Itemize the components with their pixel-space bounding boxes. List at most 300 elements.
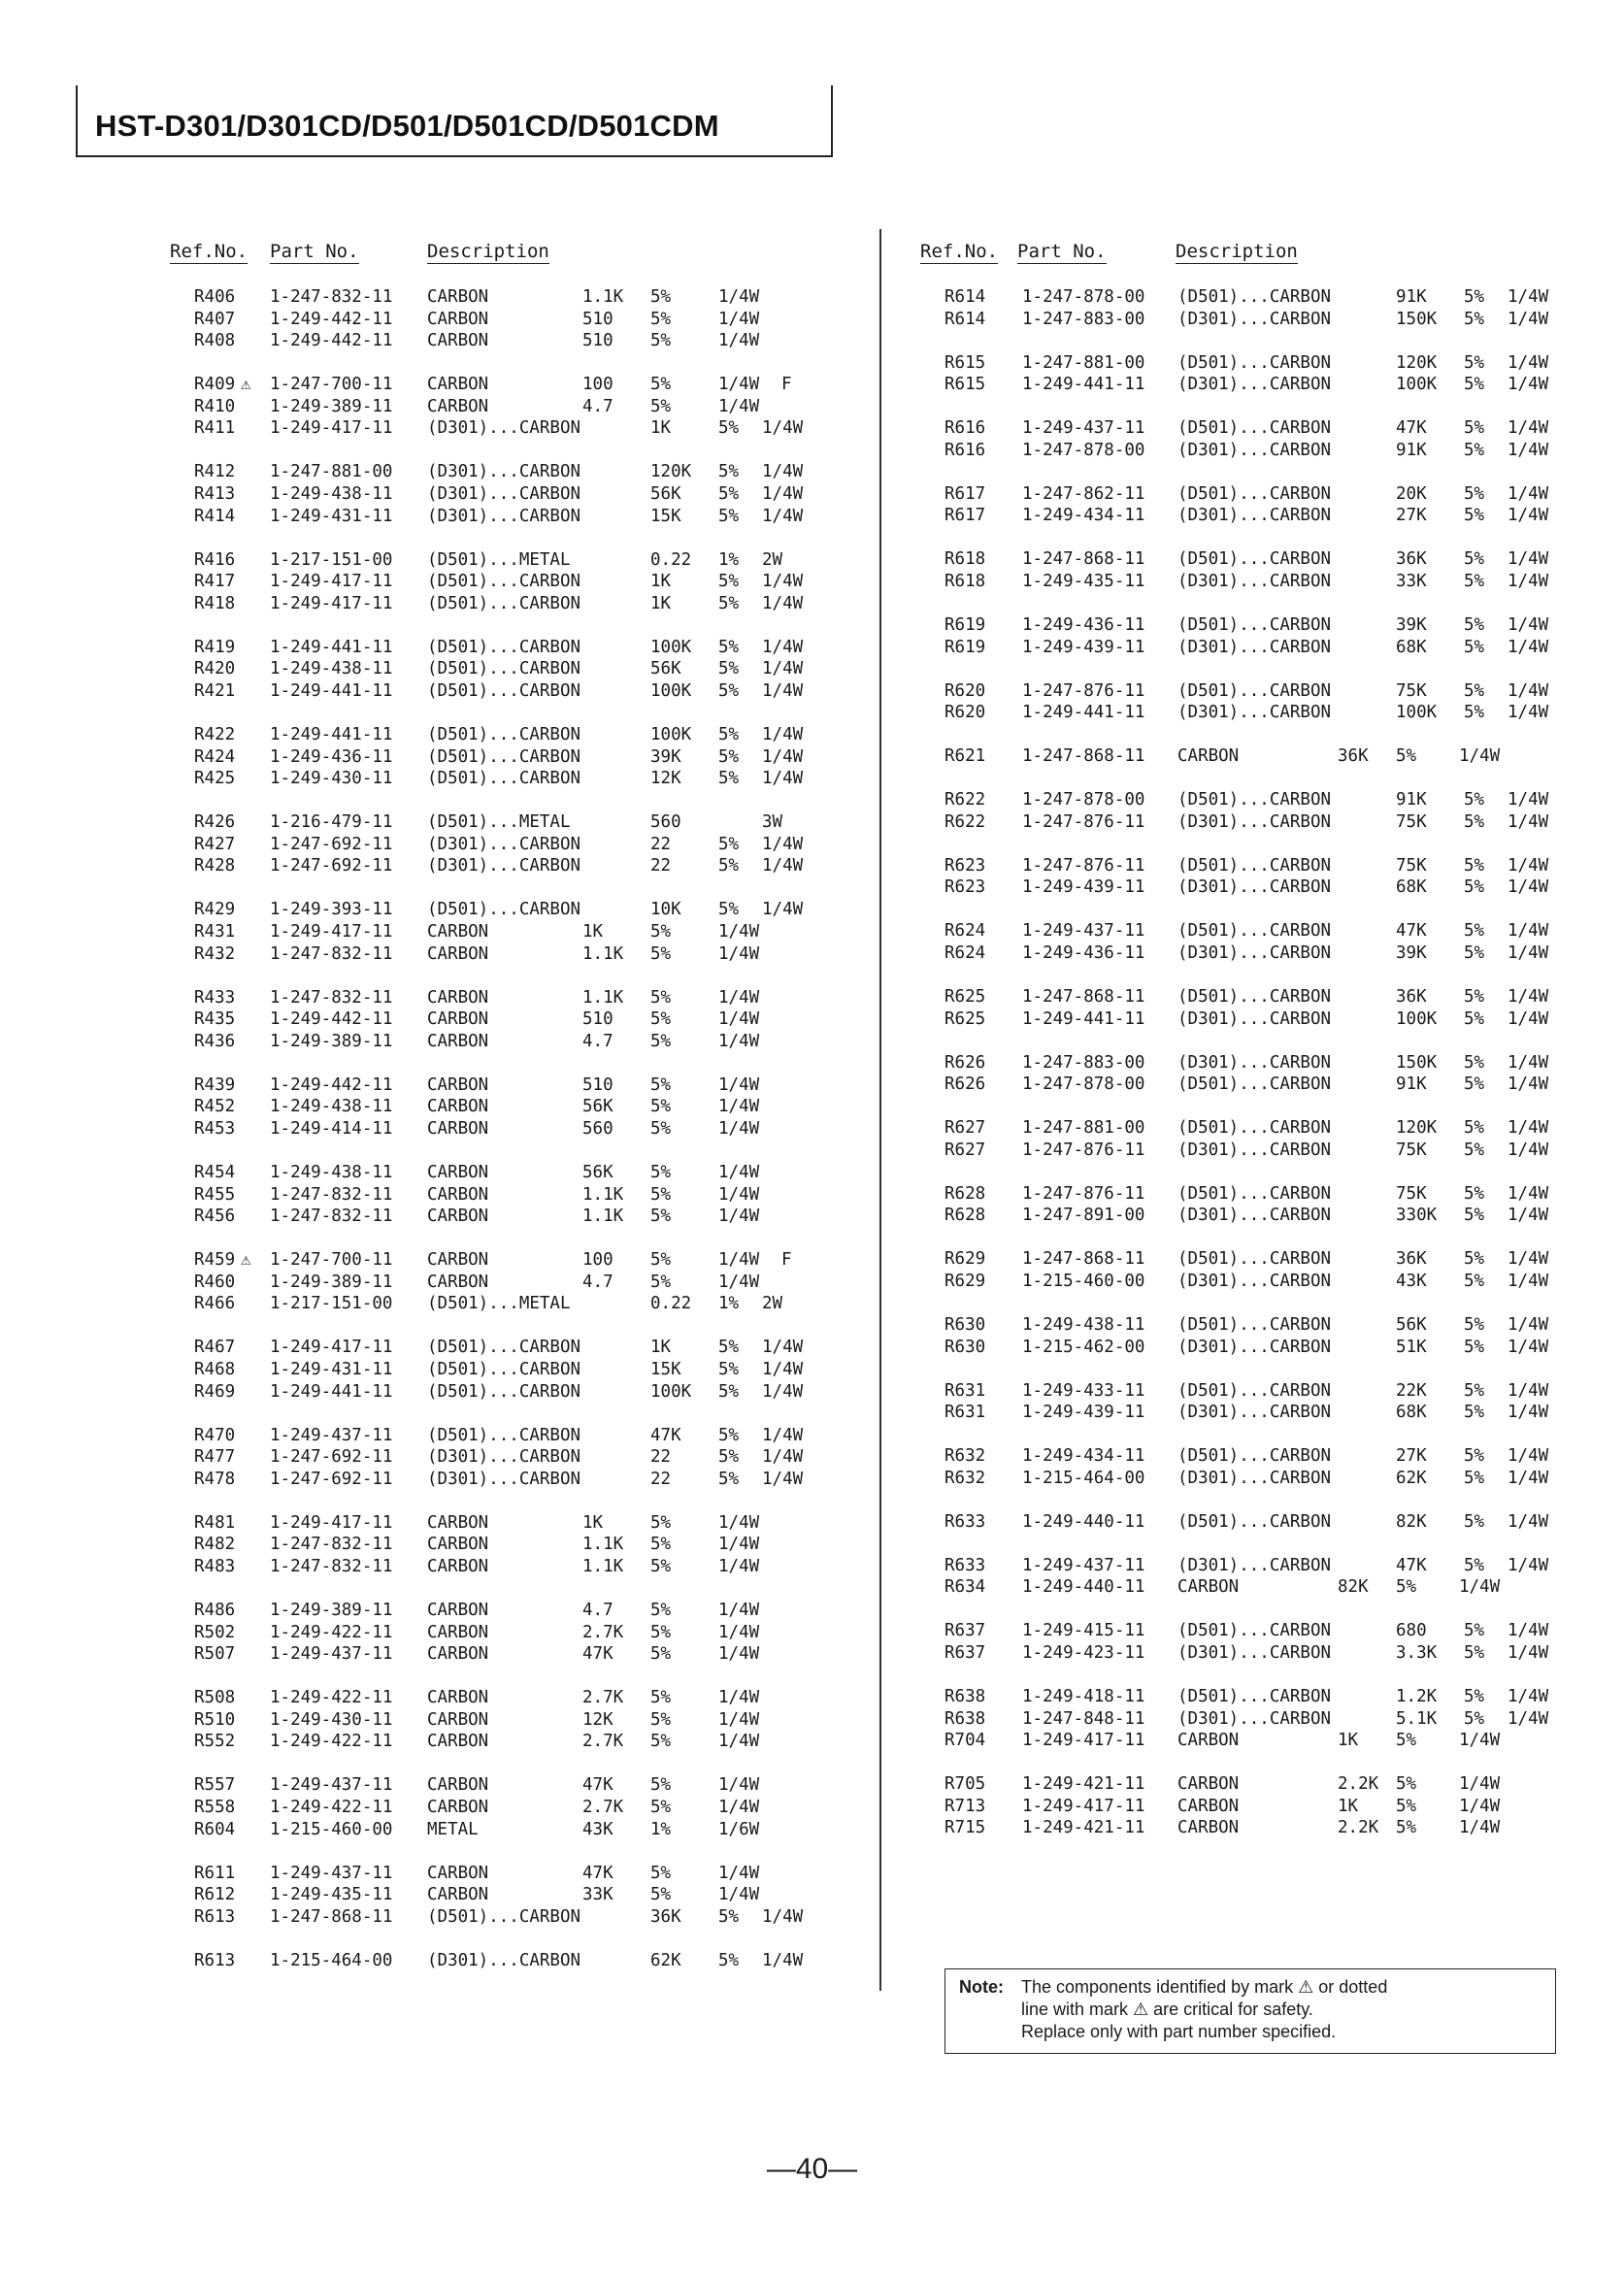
description-cell: (D301)...CARBON: [1177, 1337, 1332, 1357]
wattage-cell: 1/4W: [1508, 1337, 1549, 1357]
wattage-cell: 1/4W: [718, 1798, 760, 1817]
description-cell: CARBON: [427, 1184, 489, 1205]
wattage-cell: 1/4W: [762, 1950, 804, 1970]
description-cell: CARBON: [427, 1885, 489, 1905]
description-cell: (D501)...CARBON: [427, 659, 581, 679]
tolerance-cell: 5%: [718, 1360, 740, 1379]
part-no-cell: 1-249-441-11: [270, 681, 393, 701]
wattage-cell: 1/4W: [762, 1425, 804, 1445]
description-cell: CARBON: [427, 1272, 489, 1292]
tolerance-cell: 5%: [650, 1207, 672, 1227]
tolerance-cell: 5%: [650, 1622, 672, 1642]
ref-no-cell: R629: [945, 1249, 986, 1270]
part-no-cell: 1-249-441-11: [270, 637, 393, 657]
ref-no-cell: R624: [945, 921, 986, 942]
ref-no-cell: R612: [194, 1885, 236, 1905]
description-cell: (D501)...CARBON: [427, 1906, 581, 1927]
part-no-cell: 1-249-431-11: [270, 506, 393, 526]
wattage-cell: 1/4W: [1508, 309, 1549, 329]
ref-no-cell: R483: [194, 1557, 236, 1576]
tolerance-cell: 5%: [1396, 1577, 1417, 1598]
ref-no-cell: R552: [194, 1732, 236, 1752]
description-cell: (D301)...CARBON: [1177, 877, 1332, 898]
description-cell: (D301)...CARBON: [1177, 309, 1332, 329]
value-cell: 62K: [650, 1950, 681, 1970]
value-cell: 91K: [1396, 440, 1427, 460]
wattage-cell: 1/4W: [1508, 1052, 1549, 1073]
part-no-cell: 1-247-692-11: [270, 1469, 393, 1489]
ref-no-cell: R638: [945, 1687, 986, 1706]
ref-no-cell: R705: [945, 1774, 986, 1795]
description-cell: (D501)...CARBON: [1177, 987, 1332, 1007]
value-cell: 39K: [1396, 615, 1427, 635]
value-cell: 0.22: [650, 1294, 692, 1314]
header-ref-no: Ref.No.: [170, 241, 249, 262]
ref-no-cell: R407: [194, 309, 236, 329]
value-cell: 47K: [582, 1644, 613, 1665]
tolerance-cell: 5%: [1464, 483, 1485, 504]
value-cell: 100K: [650, 681, 692, 701]
description-cell: CARBON: [427, 1557, 489, 1576]
wattage-cell: 1/4W: [1508, 1708, 1549, 1729]
wattage-cell: 1/4W: [1508, 506, 1549, 526]
wattage-cell: 1/4W: [1508, 483, 1549, 504]
ref-no-cell: R614: [945, 287, 986, 307]
value-cell: 36K: [650, 1906, 681, 1927]
wattage-cell: 2W: [762, 1294, 783, 1314]
value-cell: 36K: [1396, 549, 1427, 570]
wattage-cell: 1/4W: [1508, 855, 1549, 876]
part-no-cell: 1-249-417-11: [1022, 1796, 1145, 1816]
ref-no-cell: R455: [194, 1184, 236, 1205]
tolerance-cell: 5%: [650, 922, 672, 942]
wattage-cell: 1/4W: [762, 462, 804, 482]
wattage-cell: 1/4W: [1508, 1118, 1549, 1139]
ref-no-cell: R416: [194, 549, 236, 570]
part-no-cell: 1-249-417-11: [1022, 1731, 1145, 1751]
tolerance-cell: 1%: [650, 1819, 672, 1839]
wattage-cell: 1/4W: [762, 769, 804, 789]
value-cell: 510: [582, 1009, 613, 1030]
ref-no-cell: R620: [945, 703, 986, 723]
wattage-cell: 1/4W: [718, 1272, 760, 1292]
tolerance-cell: 5%: [650, 1732, 672, 1752]
ref-no-cell: R617: [945, 506, 986, 526]
ref-no-cell: R632: [945, 1446, 986, 1467]
tolerance-cell: 5%: [650, 1512, 672, 1533]
ref-no-cell: R481: [194, 1512, 236, 1533]
part-no-cell: 1-249-433-11: [1022, 1380, 1145, 1401]
tolerance-cell: 5%: [1464, 1708, 1485, 1729]
value-cell: 68K: [1396, 637, 1427, 657]
wattage-cell: 1/4W: [1508, 1511, 1549, 1532]
wattage-cell: 1/4W: [718, 1512, 760, 1533]
wattage-cell: 1/4W: [718, 1885, 760, 1905]
tolerance-cell: 5%: [718, 900, 740, 920]
description-cell: CARBON: [1177, 1731, 1240, 1751]
tolerance-cell: 5%: [1464, 1118, 1485, 1139]
wattage-cell: 1/4W: [1508, 1643, 1549, 1663]
wattage-cell: 1/4W: [1459, 1577, 1501, 1598]
tolerance-cell: 5%: [1464, 877, 1485, 898]
wattage-cell: 1/4W: [1508, 418, 1549, 439]
part-no-cell: 1-249-430-11: [270, 1709, 393, 1730]
description-cell: CARBON: [1177, 1577, 1240, 1598]
wattage-cell: 1/4W: [718, 1709, 760, 1730]
wattage-cell: 1/4W: [1508, 1446, 1549, 1467]
part-no-cell: 1-249-439-11: [1022, 637, 1145, 657]
value-cell: 47K: [582, 1775, 613, 1796]
value-cell: 75K: [1396, 680, 1427, 701]
tolerance-cell: 5%: [1464, 790, 1485, 810]
ref-no-cell: R439: [194, 1074, 236, 1095]
tolerance-cell: 5%: [718, 834, 740, 854]
tolerance-cell: 5%: [650, 375, 672, 395]
wattage-cell: 1/4W: [718, 1009, 760, 1030]
wattage-cell: 1/4W: [1459, 1774, 1501, 1795]
part-no-cell: 1-249-417-11: [270, 1338, 393, 1358]
tolerance-cell: 5%: [718, 1338, 740, 1358]
value-cell: 22K: [1396, 1380, 1427, 1401]
description-cell: CARBON: [427, 1798, 489, 1817]
description-cell: (D501)...CARBON: [427, 572, 581, 592]
value-cell: 330K: [1396, 1206, 1438, 1226]
part-no-cell: 1-249-438-11: [270, 1097, 393, 1117]
tolerance-cell: 5%: [650, 1250, 672, 1271]
wattage-cell: 1/4W: [718, 922, 760, 942]
part-no-cell: 1-249-423-11: [1022, 1643, 1145, 1663]
value-cell: 120K: [650, 462, 692, 482]
ref-no-cell: R486: [194, 1601, 236, 1620]
value-cell: 2.2K: [1338, 1774, 1379, 1795]
description-cell: CARBON: [427, 1512, 489, 1533]
value-cell: 4.7: [582, 1031, 613, 1051]
tolerance-cell: 5%: [1464, 1074, 1485, 1095]
value-cell: 150K: [1396, 309, 1438, 329]
tolerance-cell: 5%: [1464, 1183, 1485, 1204]
ref-no-cell: R412: [194, 462, 236, 482]
description-cell: (D501)...CARBON: [427, 637, 581, 657]
part-no-cell: 1-249-437-11: [1022, 921, 1145, 942]
tolerance-cell: 5%: [718, 1447, 740, 1468]
tolerance-cell: 5%: [1464, 987, 1485, 1007]
part-no-cell: 1-247-876-11: [1022, 811, 1145, 832]
tolerance-cell: 5%: [1464, 921, 1485, 942]
part-no-cell: 1-249-439-11: [1022, 877, 1145, 898]
value-cell: 27K: [1396, 506, 1427, 526]
part-no-cell: 1-249-436-11: [1022, 943, 1145, 963]
value-cell: 47K: [1396, 418, 1427, 439]
part-no-cell: 1-247-832-11: [270, 1535, 393, 1555]
wattage-cell: 1/4W: [718, 1622, 760, 1642]
description-cell: CARBON: [427, 1097, 489, 1117]
description-cell: (D501)...CARBON: [1177, 418, 1332, 439]
tolerance-cell: 5%: [650, 1775, 672, 1796]
value-cell: 51K: [1396, 1337, 1427, 1357]
value-cell: 47K: [1396, 921, 1427, 942]
tolerance-cell: 5%: [1464, 352, 1485, 373]
description-cell: (D301)...CARBON: [1177, 637, 1332, 657]
ref-no-cell: R615: [945, 375, 986, 395]
part-no-cell: 1-249-440-11: [1022, 1511, 1145, 1532]
part-no-cell: 1-247-832-11: [270, 943, 393, 964]
ref-no-cell: R502: [194, 1622, 236, 1642]
value-cell: 1.1K: [582, 1557, 624, 1576]
ref-no-cell: R427: [194, 834, 236, 854]
part-no-cell: 1-249-422-11: [270, 1622, 393, 1642]
ref-no-cell: R421: [194, 681, 236, 701]
wattage-cell: 1/4W: [1459, 1818, 1501, 1838]
wattage-cell: 1/4W: [1508, 440, 1549, 460]
part-no-cell: 1-249-389-11: [270, 1601, 393, 1620]
tolerance-cell: 5%: [1464, 1380, 1485, 1401]
ref-no-cell: R611: [194, 1863, 236, 1883]
description-cell: (D301)...CARBON: [1177, 1272, 1332, 1291]
value-cell: 1.1K: [582, 1535, 624, 1555]
value-cell: 56K: [582, 1163, 613, 1182]
tolerance-cell: 5%: [718, 572, 740, 592]
ref-no-cell: R510: [194, 1709, 236, 1730]
part-no-cell: 1-249-442-11: [270, 1074, 393, 1095]
ref-no-cell: R633: [945, 1555, 986, 1575]
ref-no-cell: R508: [194, 1688, 236, 1708]
part-no-cell: 1-249-441-11: [1022, 375, 1145, 395]
tolerance-cell: 5%: [650, 1644, 672, 1665]
wattage-cell: 1/4W: [1459, 1796, 1501, 1816]
part-no-cell: 1-247-881-00: [1022, 352, 1145, 373]
header-part-no: Part No.: [1017, 241, 1107, 262]
part-no-cell: 1-249-441-11: [1022, 703, 1145, 723]
ref-no-cell: R626: [945, 1074, 986, 1095]
description-cell: CARBON: [427, 309, 489, 329]
wattage-cell: 1/4W: [1508, 549, 1549, 570]
tolerance-cell: 5%: [1464, 680, 1485, 701]
value-cell: 2.7K: [582, 1688, 624, 1708]
tolerance-cell: 5%: [1464, 309, 1485, 329]
wattage-cell: 1/4W: [762, 1338, 804, 1358]
tolerance-cell: 5%: [1464, 287, 1485, 307]
value-cell: 120K: [1396, 1118, 1438, 1139]
wattage-cell: 1/4W: [718, 1535, 760, 1555]
value-cell: 36K: [1396, 1249, 1427, 1270]
wattage-cell: 1/4W: [762, 856, 804, 876]
wattage-cell: 1/4W: [762, 1906, 804, 1927]
part-no-cell: 1-247-881-00: [270, 462, 393, 482]
wattage-cell: 1/4W: [1508, 1380, 1549, 1401]
value-cell: 33K: [1396, 572, 1427, 591]
description-cell: (D501)...CARBON: [1177, 1118, 1332, 1139]
description-cell: (D501)...CARBON: [1177, 1621, 1332, 1641]
wattage-cell: 1/4W: [762, 746, 804, 767]
description-cell: (D301)...CARBON: [1177, 1140, 1332, 1160]
wattage-cell: 1/4W: [1508, 680, 1549, 701]
ref-no-cell: R613: [194, 1950, 236, 1970]
part-no-cell: 1-249-422-11: [270, 1732, 393, 1752]
description-cell: CARBON: [427, 987, 489, 1008]
description-cell: (D501)...CARBON: [1177, 1380, 1332, 1401]
description-cell: (D501)...CARBON: [1177, 1249, 1332, 1270]
wattage-cell: 1/4W: [718, 987, 760, 1008]
wattage-cell: 2W: [762, 549, 783, 570]
value-cell: 2.7K: [582, 1732, 624, 1752]
wattage-cell: 1/4W: [1459, 746, 1501, 767]
description-cell: (D301)...CARBON: [427, 462, 581, 482]
description-cell: CARBON: [427, 1709, 489, 1730]
wattage-cell: 1/4W: [1508, 287, 1549, 307]
value-cell: 56K: [650, 659, 681, 679]
description-cell: (D501)...CARBON: [1177, 1183, 1332, 1204]
tolerance-cell: 5%: [1464, 637, 1485, 657]
tolerance-cell: 5%: [650, 1097, 672, 1117]
description-cell: (D301)...CARBON: [1177, 440, 1332, 460]
value-cell: 75K: [1396, 811, 1427, 832]
part-no-cell: 1-249-438-11: [270, 484, 393, 504]
wattage-cell: 1/4W: [762, 418, 804, 439]
column-divider: [879, 229, 881, 1991]
description-cell: (D501)...CARBON: [1177, 483, 1332, 504]
wattage-cell: 1/4W: [1459, 1731, 1501, 1751]
tolerance-cell: 5%: [718, 593, 740, 613]
part-no-cell: 1-247-692-11: [270, 1447, 393, 1468]
value-cell: 10K: [650, 900, 681, 920]
description-cell: (D301)...CARBON: [427, 1950, 581, 1970]
value-cell: 2.7K: [582, 1622, 624, 1642]
ref-no-cell: R616: [945, 418, 986, 439]
ref-no-cell: R414: [194, 506, 236, 526]
value-cell: 82K: [1396, 1511, 1427, 1532]
part-no-cell: 1-247-878-00: [1022, 790, 1145, 810]
wattage-cell: 1/4W: [718, 1732, 760, 1752]
description-cell: (D501)...CARBON: [427, 1381, 581, 1402]
ref-no-cell: R704: [945, 1731, 986, 1751]
part-no-cell: 1-249-438-11: [270, 1163, 393, 1182]
description-cell: (D301)...CARBON: [427, 1447, 581, 1468]
tolerance-cell: 5%: [1464, 549, 1485, 570]
description-cell: (D301)...CARBON: [1177, 375, 1332, 395]
value-cell: 15K: [650, 1360, 681, 1379]
value-cell: 100: [582, 375, 613, 395]
tolerance-cell: 5%: [718, 506, 740, 526]
tolerance-cell: 5%: [1464, 1008, 1485, 1029]
ref-no-cell: R420: [194, 659, 236, 679]
value-cell: 36K: [1396, 987, 1427, 1007]
description-cell: CARBON: [427, 1009, 489, 1030]
tolerance-cell: 5%: [1464, 855, 1485, 876]
wattage-cell: 1/4W: [1508, 637, 1549, 657]
tolerance-cell: 5%: [1464, 1468, 1485, 1488]
value-cell: 100K: [1396, 1008, 1438, 1029]
part-no-cell: 1-247-878-00: [1022, 1074, 1145, 1095]
part-no-cell: 1-249-431-11: [270, 1360, 393, 1379]
value-cell: 1K: [582, 1512, 604, 1533]
description-cell: (D301)...CARBON: [1177, 1206, 1332, 1226]
ref-no-cell: R453: [194, 1119, 236, 1139]
wattage-cell: 1/4W: [718, 1031, 760, 1051]
ref-no-cell: R460: [194, 1272, 236, 1292]
description-cell: CARBON: [427, 1732, 489, 1752]
ref-no-cell: R452: [194, 1097, 236, 1117]
warning-icon: ⚠: [241, 1250, 251, 1271]
value-cell: 56K: [582, 1097, 613, 1117]
ref-no-cell: R628: [945, 1183, 986, 1204]
tolerance-cell: 5%: [1464, 1403, 1485, 1423]
description-cell: (D501)...CARBON: [1177, 352, 1332, 373]
tolerance-cell: 5%: [650, 309, 672, 329]
tolerance-cell: 5%: [1396, 746, 1417, 767]
description-cell: CARBON: [427, 1207, 489, 1227]
wattage-cell: 1/4W: [718, 331, 760, 351]
wattage-cell: 1/4W: [762, 659, 804, 679]
value-cell: 100K: [650, 725, 692, 744]
description-cell: (D301)...CARBON: [427, 484, 581, 504]
ref-no-cell: R619: [945, 637, 986, 657]
description-cell: (D301)...CARBON: [1177, 1643, 1332, 1663]
part-no-cell: 1-249-418-11: [1022, 1687, 1145, 1706]
wattage-cell: 1/4W: [762, 900, 804, 920]
tolerance-cell: 5%: [718, 1381, 740, 1402]
description-cell: (D501)...CARBON: [1177, 855, 1332, 876]
ref-no-cell: R618: [945, 572, 986, 591]
description-cell: CARBON: [1177, 1796, 1240, 1816]
part-no-cell: 1-249-441-11: [1022, 1008, 1145, 1029]
part-no-cell: 1-249-439-11: [1022, 1403, 1145, 1423]
value-cell: 560: [650, 812, 681, 833]
value-cell: 680: [1396, 1621, 1427, 1641]
ref-no-cell: R632: [945, 1468, 986, 1488]
part-no-cell: 1-247-862-11: [1022, 483, 1145, 504]
tolerance-cell: 5%: [1464, 943, 1485, 963]
ref-no-cell: R413: [194, 484, 236, 504]
value-cell: 56K: [1396, 1315, 1427, 1335]
part-no-cell: 1-249-440-11: [1022, 1577, 1145, 1598]
part-no-cell: 1-249-422-11: [270, 1798, 393, 1817]
ref-no-cell: R627: [945, 1140, 986, 1160]
tolerance-cell: 5%: [1464, 615, 1485, 635]
description-cell: (D501)...CARBON: [1177, 615, 1332, 635]
description-cell: (D301)...CARBON: [1177, 943, 1332, 963]
description-cell: (D301)...CARBON: [1177, 811, 1332, 832]
value-cell: 1K: [1338, 1796, 1359, 1816]
tolerance-cell: 5%: [1464, 1337, 1485, 1357]
value-cell: 1.1K: [582, 943, 624, 964]
wattage-cell: 1/4W: [1508, 1272, 1549, 1291]
description-cell: CARBON: [427, 1163, 489, 1182]
part-no-cell: 1-247-848-11: [1022, 1708, 1145, 1729]
part-no-cell: 1-217-151-00: [270, 1294, 393, 1314]
part-no-cell: 1-247-868-11: [1022, 1249, 1145, 1270]
tolerance-cell: 5%: [718, 659, 740, 679]
description-cell: (D301)...CARBON: [1177, 572, 1332, 591]
ref-no-cell: R630: [945, 1337, 986, 1357]
value-cell: 1K: [1338, 1731, 1359, 1751]
wattage-cell: 1/4W: [718, 1074, 760, 1095]
ref-no-cell: R507: [194, 1644, 236, 1665]
value-cell: 47K: [1396, 1555, 1427, 1575]
value-cell: 47K: [650, 1425, 681, 1445]
part-no-cell: 1-249-437-11: [270, 1644, 393, 1665]
wattage-cell: 1/4W: [718, 1184, 760, 1205]
note-line-2: line with mark ⚠ are critical for safety.: [1021, 2000, 1313, 2019]
value-cell: 100K: [650, 637, 692, 657]
value-cell: 1K: [650, 418, 672, 439]
ref-no-cell: R467: [194, 1338, 236, 1358]
value-cell: 120K: [1396, 352, 1438, 373]
part-no-cell: 1-249-417-11: [270, 572, 393, 592]
tolerance-cell: 5%: [650, 1119, 672, 1139]
part-no-cell: 1-247-868-11: [270, 1906, 393, 1927]
description-cell: CARBON: [427, 1775, 489, 1796]
ref-no-cell: R637: [945, 1621, 986, 1641]
